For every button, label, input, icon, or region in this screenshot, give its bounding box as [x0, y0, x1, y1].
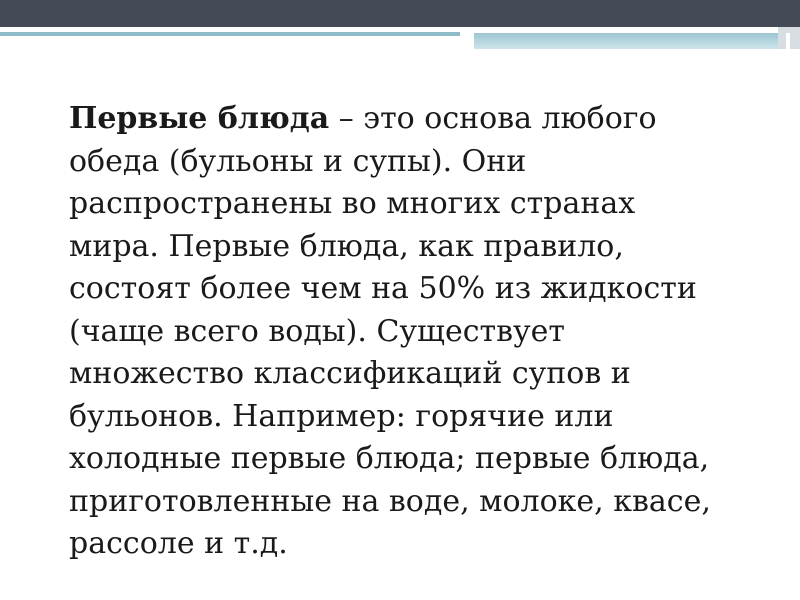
top-decorative-bar — [0, 0, 800, 27]
slide-heading-term: Первые блюда — [69, 101, 330, 136]
slide-paragraph: – это основа любого обеда (бульоны и супы). Они распространены во многих странах мира. Первые блюда, как правило, состоят более чем на 50% из жидкости (чаще всего воды). Существует множество классификаций супов и бульонов. Например: горячие или холодные первые блюда; первые блюда, приготовленные на воде, молоке, квасе, рассоле и т.д. — [69, 101, 711, 561]
teal-accent-line — [0, 32, 460, 36]
teal-accent-block — [474, 33, 786, 49]
decorative-gap — [786, 33, 790, 49]
slide-body-text — [69, 98, 731, 566]
